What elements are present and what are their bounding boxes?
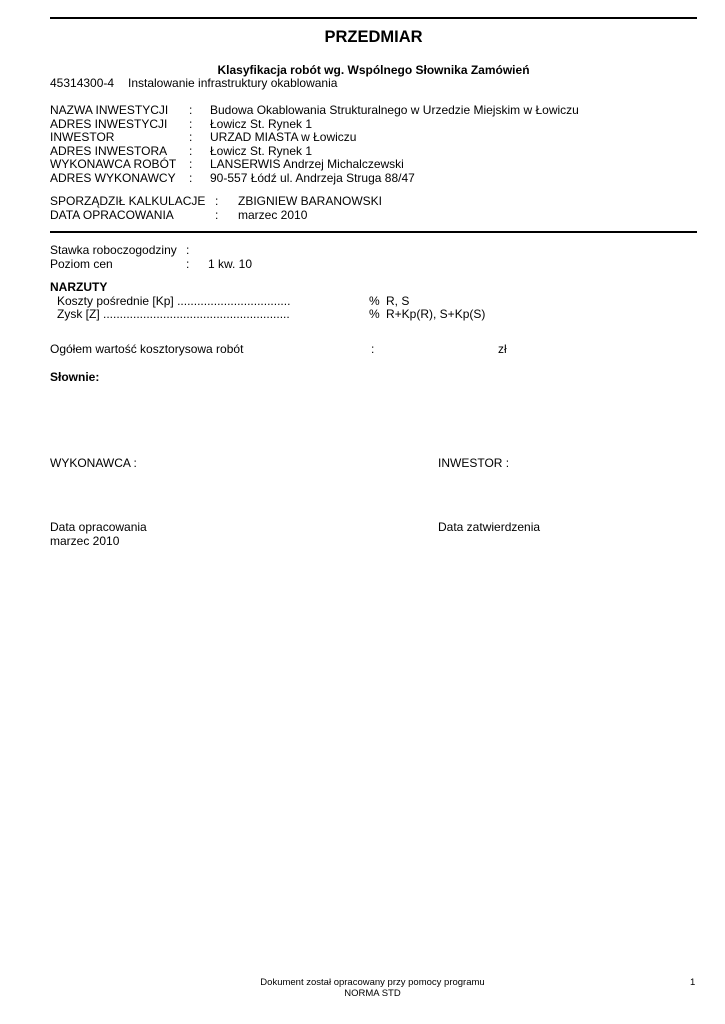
info-value: LANSERWIS Andrzej Michalczewski [210, 157, 404, 171]
markups-heading: NARZUTY [50, 280, 108, 294]
dictionaries-heading: Słownie: [50, 370, 100, 384]
info-separator: : [189, 116, 193, 131]
info-label: ADRES WYKONAWCY [50, 170, 176, 185]
info-value: 90-557 Łódź ul. Andrzeja Struga 88/47 [210, 170, 415, 185]
info-label: ADRES INWESTYCJI [50, 116, 168, 131]
section-rule [50, 231, 697, 233]
info-value: Budowa Okablowania Strukturalnego w Urzedzie Miejskim w Łowiczu [210, 103, 579, 117]
markup-label: Koszty pośrednie [Kp] .................................. [57, 293, 291, 308]
classification-heading: Klasyfikacja robót wg. Wspólnego Słownika Zamówień [217, 63, 530, 77]
top-rule [50, 17, 697, 19]
prepared-value: marzec 2010 [238, 207, 308, 222]
info-label: WYKONAWCA ROBÓT [50, 157, 177, 171]
cpv-code: 45314300-4 [50, 76, 115, 90]
footer-line1: Dokument został opracowany przy pomocy programu [260, 977, 485, 988]
markup-percent: % [369, 293, 380, 308]
price-level-label: Poziom cen [50, 256, 113, 271]
markup-basis: R, S [386, 293, 410, 308]
labor-rate-label: Stawka roboczogodziny [50, 243, 177, 257]
total-separator: : [371, 342, 375, 356]
page-title: PRZEDMIAR [324, 28, 423, 46]
info-separator: : [189, 143, 193, 158]
total-label: Ogółem wartość kosztorysowa robót [50, 342, 244, 356]
info-value: URZAD MIASTA w Łowiczu [210, 130, 357, 144]
markup-label: Zysk [Z] ........................................................ [57, 307, 290, 321]
prepared-label: DATA OPRACOWANIA [50, 207, 174, 222]
prepared-value: ZBIGNIEW BARANOWSKI [238, 194, 383, 208]
investor-label: INWESTOR : [438, 456, 510, 470]
prepared-date-label: Data opracowania [50, 520, 147, 534]
page-number: 1 [690, 977, 696, 988]
info-value: Łowicz St. Rynek 1 [210, 143, 313, 158]
info-label: NAZWA INWESTYCJI [50, 103, 169, 117]
info-separator: : [189, 170, 193, 185]
info-separator: : [189, 130, 193, 144]
prepared-separator: : [215, 207, 219, 222]
info-label: INWESTOR [50, 130, 115, 144]
prepared-date-value: marzec 2010 [50, 533, 120, 548]
prepared-label: SPORZĄDZIŁ KALKULACJE [50, 194, 206, 208]
info-separator: : [189, 157, 193, 171]
cpv-description: Instalowanie infrastruktury okablowania [128, 76, 338, 90]
price-level-value: 1 kw. 10 [208, 256, 253, 271]
info-value: Łowicz St. Rynek 1 [210, 116, 313, 131]
info-separator: : [189, 103, 193, 117]
contractor-label: WYKONAWCA : [50, 456, 137, 470]
markup-basis: R+Kp(R), S+Kp(S) [386, 307, 486, 321]
total-currency: zł [498, 342, 507, 356]
footer-line2: NORMA STD [344, 988, 401, 999]
approval-date-label: Data zatwierdzenia [438, 520, 541, 534]
prepared-separator: : [215, 194, 219, 208]
price-level-separator: : [186, 256, 190, 271]
info-label: ADRES INWESTORA [50, 143, 168, 158]
markup-percent: % [369, 307, 380, 321]
labor-rate-separator: : [186, 243, 190, 257]
